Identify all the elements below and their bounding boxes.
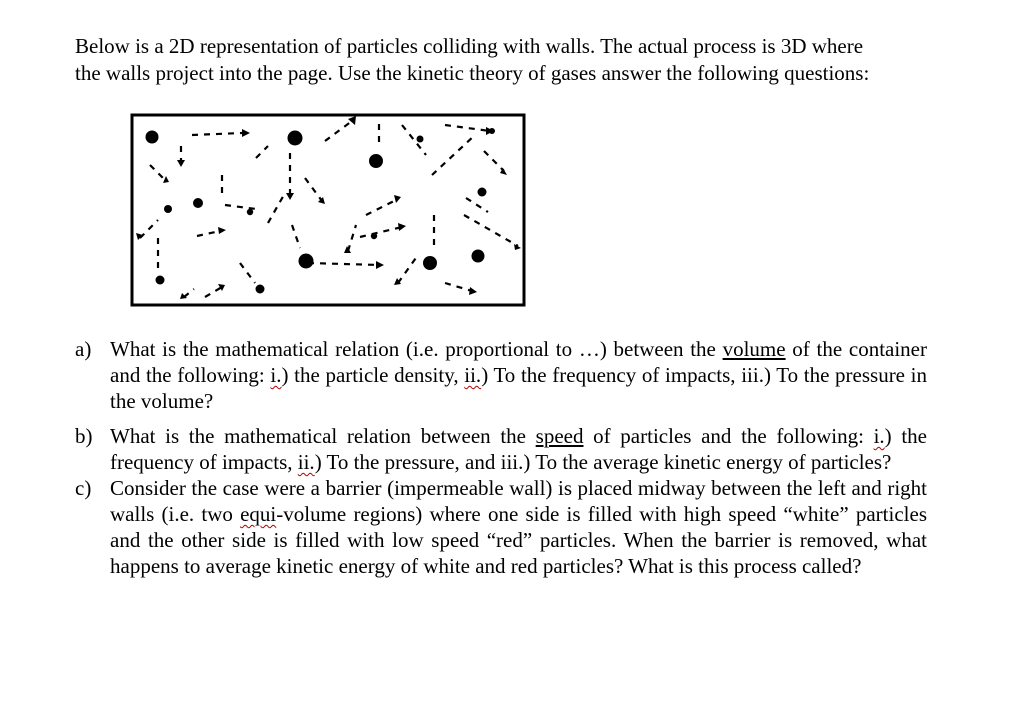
trail <box>240 263 255 283</box>
particle <box>371 233 377 239</box>
trail <box>150 165 165 180</box>
question-b <box>75 423 927 475</box>
spellcheck-underline: ii. <box>464 363 482 387</box>
arrowhead <box>286 193 294 200</box>
trail <box>268 193 285 223</box>
velocity-arrowheads <box>136 116 521 299</box>
question-text: What is the mathematical relation (i.e. proportional to …) between the <box>110 337 723 361</box>
question-text: Consider the case were a barrier (impermeable wall) is placed midway between the left and right walls (i.e. two <box>110 476 927 526</box>
arrowhead <box>398 223 406 231</box>
particles <box>146 128 496 294</box>
trail <box>432 135 475 175</box>
particle <box>164 205 172 213</box>
trail <box>398 255 418 283</box>
particle <box>472 250 485 263</box>
question-letter: c) <box>75 476 92 500</box>
question-list <box>75 336 927 579</box>
trail <box>292 225 300 248</box>
trail <box>308 263 380 265</box>
trail <box>192 133 242 135</box>
spellcheck-underline: ii. <box>297 450 315 474</box>
trail <box>445 283 472 291</box>
trail <box>360 227 402 237</box>
question-text: ) the particle density, <box>281 363 465 387</box>
underlined-term-speed: speed <box>535 424 584 448</box>
intro-line-1: Below is a 2D representation of particles colliding with walls. The actual process is 3D where <box>75 34 864 58</box>
trail <box>197 231 220 236</box>
arrowhead <box>376 261 384 269</box>
question-letter: b) <box>75 424 93 448</box>
trail <box>184 289 194 297</box>
spellcheck-underline: i. <box>873 424 885 448</box>
underlined-term-volume: volume <box>722 337 786 361</box>
particle <box>417 136 424 143</box>
arrowhead <box>469 287 477 295</box>
question-text: What is the mathematical relation between the <box>110 424 536 448</box>
trail <box>305 178 322 201</box>
question-text: -volume regions) where one side is filled with high speed “white” particles and the other side is filled with low speed “red” particles. When the barrier is removed, what happens to average kinetic energy of white and red particles? What is this process called? <box>110 502 927 578</box>
trail <box>348 225 356 251</box>
trail <box>466 198 488 212</box>
arrowhead <box>394 195 401 203</box>
particle <box>256 285 265 294</box>
question-text: ) To the pressure, and iii.) To the average kinetic energy of particles? <box>314 450 892 474</box>
particle-box-diagram <box>130 113 526 307</box>
trail <box>484 151 504 171</box>
particle <box>299 254 314 269</box>
trail <box>225 205 256 209</box>
question-a <box>75 336 927 414</box>
trail <box>464 215 518 246</box>
particle-trails <box>140 121 518 297</box>
arrowhead <box>163 176 169 183</box>
intro-paragraph <box>75 33 945 87</box>
question-c <box>75 475 927 579</box>
particle <box>288 131 303 146</box>
particle <box>478 188 487 197</box>
particle <box>423 256 437 270</box>
particle <box>193 198 203 208</box>
trail <box>256 146 268 158</box>
trail <box>366 199 398 215</box>
question-text: ) the frequency of impacts, <box>110 424 927 474</box>
trail <box>445 125 490 131</box>
container-walls <box>132 115 524 305</box>
particle <box>146 131 159 144</box>
arrowhead <box>242 129 250 137</box>
trail <box>205 287 222 297</box>
particle <box>369 154 383 168</box>
particle <box>247 209 253 215</box>
spellcheck-underline: equi <box>240 502 277 526</box>
question-letter: a) <box>75 337 92 361</box>
question-text: of the container and the following: <box>110 337 927 387</box>
trail <box>325 121 352 141</box>
question-text: ) To the frequency of impacts, iii.) To the pressure in the volume? <box>110 363 927 413</box>
question-text: of particles and the following: <box>583 424 874 448</box>
spellcheck-underline: i. <box>270 363 282 387</box>
arrowhead <box>218 227 226 234</box>
intro-line-2: the walls project into the page. Use the kinetic theory of gases answer the following questions: <box>75 61 870 85</box>
arrowhead <box>177 160 185 167</box>
particle <box>156 276 165 285</box>
